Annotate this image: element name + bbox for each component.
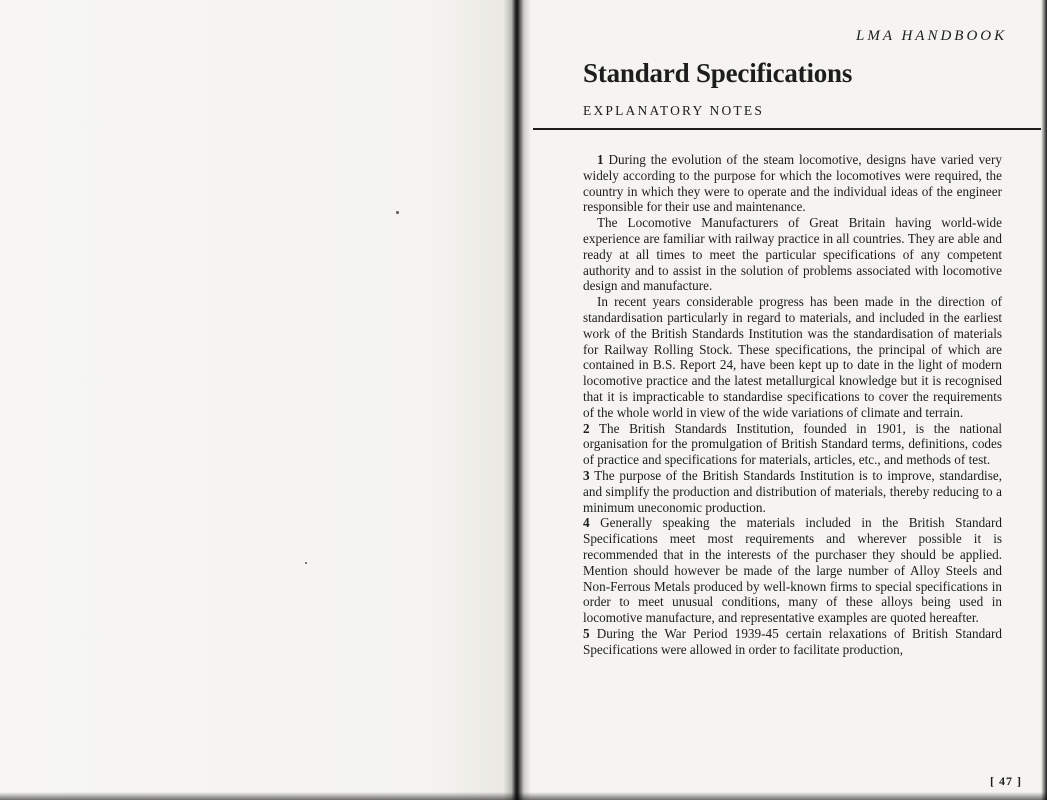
paragraph-number: 3 — [583, 467, 590, 483]
book-gutter — [503, 0, 531, 800]
paragraph-number: 5 — [583, 625, 590, 641]
page-title: Standard Specifications — [583, 58, 853, 88]
paragraph-text: During the evolution of the steam locomotive, designs have varied very widely according to the purpose for which the locomotives were required, the country in which they were to operate and the individual ideas of the engineer responsible for their use and maintenance. — [583, 152, 1002, 215]
paragraph-1c — [583, 294, 1002, 420]
section-subtitle: EXPLANATORY NOTES — [583, 103, 765, 118]
body-text — [583, 152, 1002, 658]
page-edge-shadow — [1041, 0, 1047, 800]
paragraph-3 — [583, 468, 1002, 515]
paragraph-2 — [583, 421, 1002, 468]
paragraph-1 — [583, 152, 1002, 215]
paragraph-5 — [583, 626, 1002, 658]
paragraph-text: The British Standards Institution, founded in 1901, is the national organisation for the promulgation of British Standard terms, definitions, codes of practice and specifications for materials, articles, etc., and methods of test. — [583, 420, 1003, 468]
paragraph-text: Generally speaking the materials included in the British Standard Specifications meet most requirements and wherever possible it is recommended that in the interests of the purchaser they should be applied. Mention should however be made of the large number of Alloy Steels and Non-Ferrous Metals produced by well-known firms to special specifications in order to meet unusual conditions, many of these alloys being used in locomotive manufacture, and representative examples are quoted hereafter. — [583, 515, 1003, 626]
running-head: LMA HANDBOOK — [856, 28, 1008, 44]
left-page-blank — [0, 0, 512, 800]
paragraph-text: In recent years considerable progress has been made in the direction of standardisation particularly in regard to materials, and included in the earliest work of the British Standards Institution was the standardisation of materials for Railway Rolling Stock. These specifications, the principal of which are contained in B.S. Report 24, have been kept up to date in the light of modern locomotive practice and the latest metallurgical knowledge but it is recognised that it is impracticable to standardise specifications to cover the requirements of the whole world in view of the wide variations of climate and terrain. — [583, 294, 1002, 420]
paragraph-text: The Locomotive Manufacturers of Great Britain having world-wide experience are familiar with railway practice in all countries. They are able and ready at all times to meet the particular specifications of any competent authority and to assist in the solution of problems associated with locomotive design and manufacture. — [583, 215, 1002, 294]
paragraph-number: 2 — [583, 420, 590, 436]
paragraph-number: 1 — [597, 152, 604, 167]
paragraph-number: 4 — [583, 515, 590, 531]
paragraph-4 — [583, 515, 1002, 626]
paragraph-text: During the War Period 1939-45 certain relaxations of British Standard Specifications were allowed in order to facilitate production, — [583, 625, 1003, 657]
bottom-edge-shadow — [0, 792, 1047, 800]
paragraph-text: The purpose of the British Standards Institution is to improve, standardise, and simplify the production and distribution of materials, thereby reducing to a minimum uneconomic production. — [583, 467, 1002, 515]
heading-rule — [533, 128, 1041, 130]
page-speck — [396, 211, 399, 214]
paragraph-1b — [583, 215, 1002, 294]
page-number: [ 47 ] — [990, 774, 1022, 788]
page-speck — [305, 562, 307, 564]
